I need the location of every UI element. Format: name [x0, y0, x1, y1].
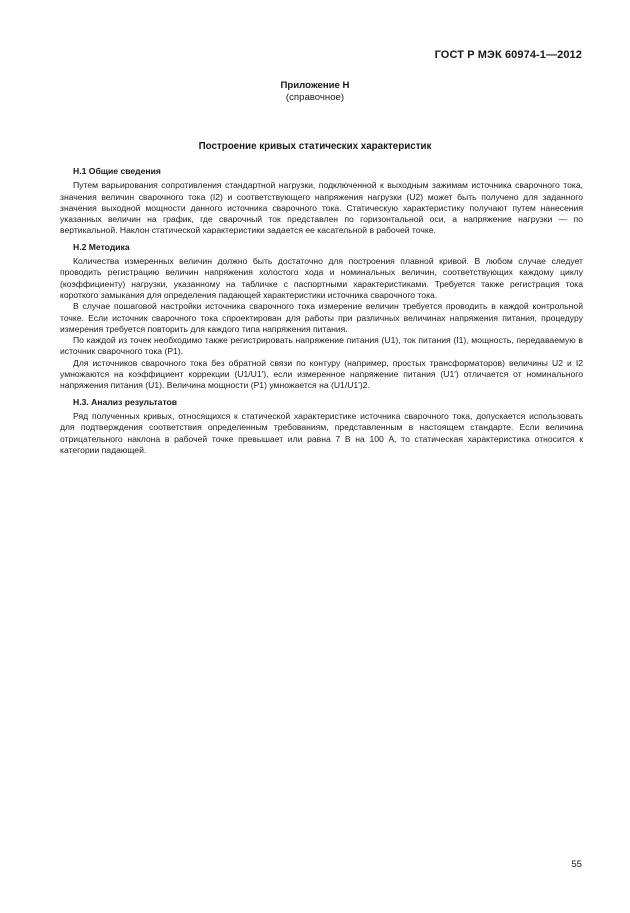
paragraph: Для источников сварочного тока без обратной связи по контуру (например, простых трансформаторов) величины U2 и I2 умножаются на коэффициент коррекции (U1/U1'), если измеренное напряжение питания (U1') отличается от номинального напряжения питания (U1). Величина мощности (P1) умножается на (U1/U1')2. — [60, 357, 583, 391]
section-heading: Н.3. Анализ результатов — [73, 396, 178, 407]
section-heading: Н.1 Общие сведения — [73, 166, 161, 176]
page-number: 55 — [571, 859, 582, 870]
section-heading: Н.2 Методика — [73, 241, 130, 252]
document-body — [60, 166, 583, 456]
paragraph: Путем варьирования сопротивления стандартной нагрузки, подключенной к выходным зажимам источника сварочного тока, значения величин сварочного тока (I2) и соответствующего напряжения нагрузки (U2) может быть получено для заданного значения выходной мощности данного источника сварочного тока. Статическую характеристику получают путем нанесения указанных величин на график, где сварочный ток представлен по горизонтальной оси, а напряжение нагрузки — по вертикальной. Наклон статической характеристики задается ее касательной в рабочей точке. — [60, 180, 583, 236]
appendix-subtitle: (справочное) — [285, 92, 345, 103]
paragraph: По каждой из точек необходимо также регистрировать напряжение питания (U1), ток питания (I1), мощность, передаваемую в источник сварочного тока (P1). — [60, 335, 583, 357]
document-code: ГОСТ Р МЭК 60974-1—2012 — [434, 49, 582, 61]
paragraph: В случае пошаговой настройки источника сварочного тока измерение величин требуется проводить в каждой контрольной точке. Если источник сварочного тока спроектирован для работы при различных величинах напряжения питания, процедуру измерения требуется повторить для каждого типа напряжения питания. — [60, 301, 583, 334]
paragraph: Количества измеренных величин должно быть достаточно для построения плавной кривой. В любом случае следует проводить регистрацию величин напряжения холостого хода и номинальных величин, соответствующих каждому циклу (коэффициенту) нагрузки, указанному на табличке с паспортными характеристиками. Требуется также регистрация тока короткого замыкания для определения падающей характеристики источника сварочного тока. — [60, 256, 583, 300]
paragraph: Ряд полученных кривых, относящихся к статической характеристике источника сварочного тока, допускается использовать для подтверждения соответствия определенным требованиям, представленным в настоящем стандарте. Если величина отрицательного наклона в рабочей точке превышает или равна 7 В на 100 А, то статическая характеристика относится к категории падающей. — [60, 410, 583, 455]
document-title: Построение кривых статических характеристик — [198, 141, 432, 152]
appendix-heading — [0, 80, 630, 104]
appendix-title: Приложение Н — [280, 80, 350, 91]
